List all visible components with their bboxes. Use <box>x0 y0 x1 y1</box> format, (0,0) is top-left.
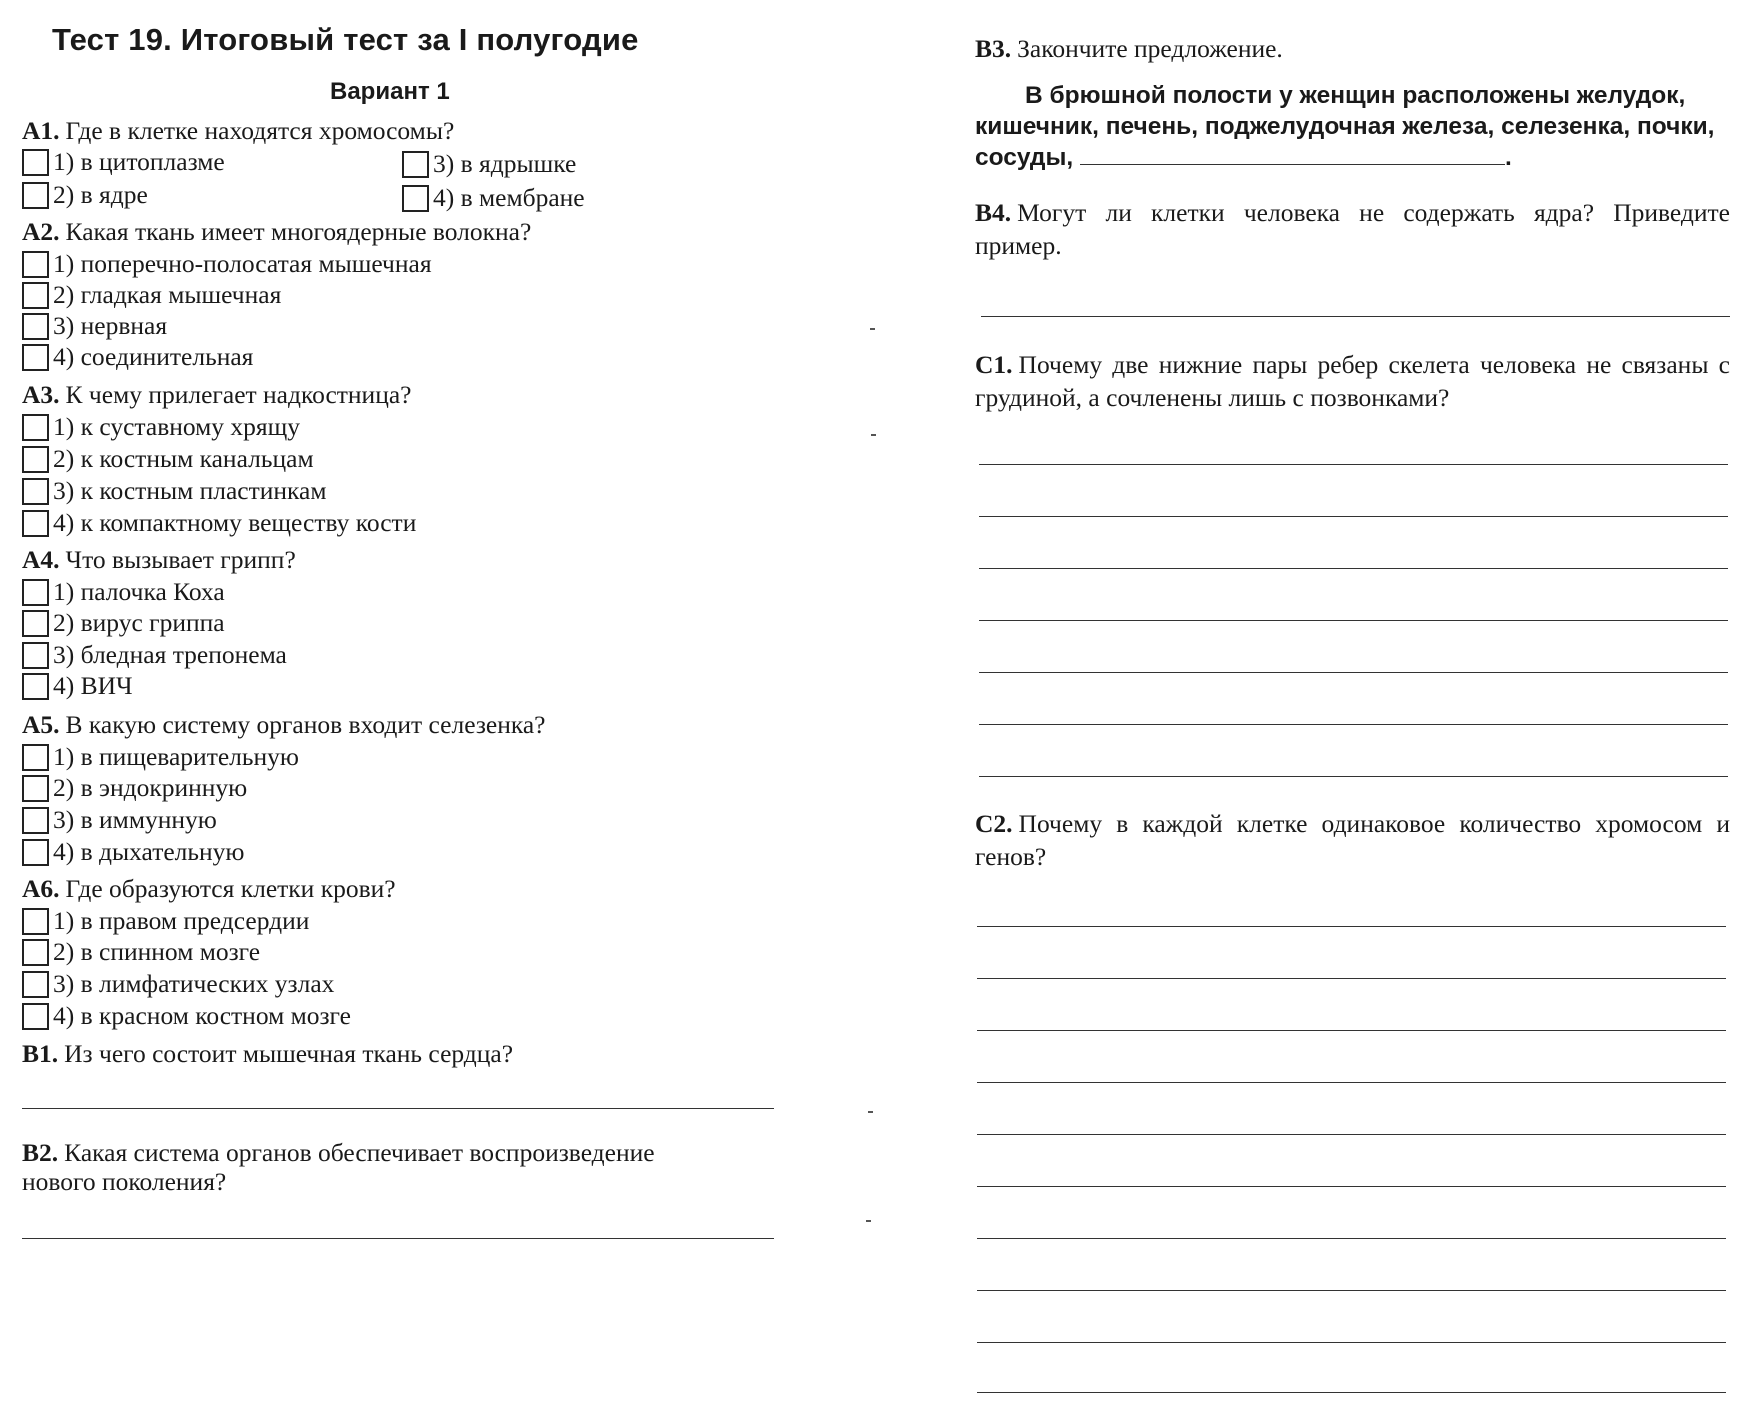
checkbox[interactable] <box>22 971 49 998</box>
answer-option[interactable] <box>22 476 327 506</box>
checkbox[interactable] <box>22 478 49 505</box>
question-text: Закончите предложение. <box>1017 34 1283 63</box>
option-label: 3) бледная трепонема <box>53 640 287 669</box>
variant-label: Вариант 1 <box>330 78 450 105</box>
question-b2-continued: нового поколения? <box>22 1167 227 1196</box>
answer-option[interactable] <box>22 937 260 967</box>
option-label: 1) в цитоплазме <box>53 147 225 176</box>
option-label: 1) поперечно-полосатая мышечная <box>53 249 432 278</box>
question-a3 <box>22 380 412 410</box>
answer-line[interactable] <box>981 316 1730 317</box>
question-b2 <box>22 1138 655 1168</box>
question-a2 <box>22 217 531 247</box>
answer-option[interactable] <box>22 147 225 177</box>
question-c1 <box>975 348 1730 414</box>
checkbox[interactable] <box>402 151 429 178</box>
answer-option[interactable] <box>22 969 334 999</box>
answer-line[interactable] <box>977 1392 1726 1393</box>
option-label: 4) соединительная <box>53 342 254 371</box>
checkbox[interactable] <box>22 642 49 669</box>
answer-line[interactable] <box>979 620 1728 621</box>
option-label: 1) в правом предсердии <box>53 906 310 935</box>
answer-option[interactable] <box>22 837 244 867</box>
question-number: А4. <box>22 545 60 574</box>
question-number: С2. <box>975 809 1013 838</box>
checkbox[interactable] <box>22 775 49 802</box>
option-label: 2) гладкая мышечная <box>53 280 282 309</box>
option-label: 2) к костным канальцам <box>53 444 314 473</box>
sentence-blank[interactable] <box>1080 143 1505 165</box>
page-title: Тест 19. Итоговый тест за I полугодие <box>52 22 639 57</box>
option-label: 3) к костным пластинкам <box>53 476 327 505</box>
answer-line[interactable] <box>979 568 1728 569</box>
answer-line[interactable] <box>977 1290 1726 1291</box>
option-label: 4) ВИЧ <box>53 671 133 700</box>
answer-option[interactable] <box>22 906 309 936</box>
answer-option[interactable] <box>22 608 225 638</box>
answer-option[interactable] <box>22 444 314 474</box>
answer-option[interactable] <box>22 311 167 341</box>
sentence-end: . <box>1505 144 1512 171</box>
question-number: А3. <box>22 380 60 409</box>
question-b1 <box>22 1039 513 1069</box>
option-label: 3) нервная <box>53 311 168 340</box>
checkbox[interactable] <box>22 282 49 309</box>
answer-option[interactable] <box>22 412 300 442</box>
answer-option[interactable] <box>22 577 225 607</box>
checkbox[interactable] <box>22 807 49 834</box>
question-c2 <box>975 807 1730 873</box>
option-label: 4) к компактному веществу кости <box>53 508 417 537</box>
scan-speck <box>866 1220 871 1222</box>
option-label: 2) вирус гриппа <box>53 608 225 637</box>
question-text: Почему две нижние пары ребер скелета человека не связаны с грудиной, а сочленены лишь с позвонками? <box>975 350 1730 412</box>
question-a4 <box>22 545 296 575</box>
checkbox[interactable] <box>22 610 49 637</box>
answer-option[interactable] <box>402 149 576 179</box>
answer-line[interactable] <box>22 1238 774 1239</box>
answer-line[interactable] <box>977 1082 1726 1083</box>
answer-line[interactable] <box>977 1030 1726 1031</box>
answer-line[interactable] <box>979 776 1728 777</box>
checkbox[interactable] <box>22 313 49 340</box>
question-number: В2. <box>22 1138 59 1167</box>
answer-option[interactable] <box>22 1001 351 1031</box>
question-a1 <box>22 116 454 146</box>
option-label: 4) в дыхательную <box>53 837 245 866</box>
question-text: Какая система органов обеспечивает воспроизведение <box>64 1138 655 1167</box>
checkbox[interactable] <box>22 182 49 209</box>
question-number: В1. <box>22 1039 59 1068</box>
answer-line[interactable] <box>977 978 1726 979</box>
question-text: В какую систему органов входит селезенка? <box>65 710 546 739</box>
question-number: В3. <box>975 34 1012 63</box>
checkbox[interactable] <box>402 185 429 212</box>
question-text: К чему прилегает надкостница? <box>65 380 412 409</box>
option-label: 2) в спинном мозге <box>53 937 261 966</box>
scan-speck <box>871 434 876 436</box>
option-label: 4) в красном костном мозге <box>53 1001 351 1030</box>
question-number: С1. <box>975 350 1013 379</box>
checkbox[interactable] <box>22 251 49 278</box>
answer-line[interactable] <box>977 1238 1726 1239</box>
sentence-to-complete <box>975 80 1730 173</box>
answer-option[interactable] <box>22 508 416 538</box>
checkbox[interactable] <box>22 446 49 473</box>
checkbox[interactable] <box>22 344 49 371</box>
checkbox[interactable] <box>22 1003 49 1030</box>
option-label: 2) в ядре <box>53 180 148 209</box>
answer-option[interactable] <box>22 742 299 772</box>
option-label: 4) в мембране <box>433 183 585 212</box>
option-label: 2) в эндокринную <box>53 773 248 802</box>
answer-option[interactable] <box>402 183 585 213</box>
option-label: 1) к суставному хрящу <box>53 412 301 441</box>
question-number: А6. <box>22 874 60 903</box>
answer-line[interactable] <box>977 926 1726 927</box>
answer-line[interactable] <box>977 1186 1726 1187</box>
answer-option[interactable] <box>22 280 281 310</box>
checkbox[interactable] <box>22 744 49 771</box>
answer-line[interactable] <box>977 1342 1726 1343</box>
question-text: Могут ли клетки человека не содержать ядра? Приведите пример. <box>975 198 1730 260</box>
answer-line[interactable] <box>22 1108 774 1109</box>
question-number: А5. <box>22 710 60 739</box>
answer-line[interactable] <box>979 672 1728 673</box>
answer-option[interactable] <box>22 773 247 803</box>
answer-line[interactable] <box>979 516 1728 517</box>
checkbox[interactable] <box>22 579 49 606</box>
question-a6 <box>22 874 396 904</box>
question-text: Какая ткань имеет многоядерные волокна? <box>65 217 532 246</box>
question-text: Почему в каждой клетке одинаковое количество хромосом и генов? <box>975 809 1730 871</box>
answer-line[interactable] <box>979 464 1728 465</box>
answer-option[interactable] <box>22 249 432 279</box>
option-label: 3) в ядрышке <box>433 149 577 178</box>
question-text: Что вызывает грипп? <box>65 545 296 574</box>
answer-line[interactable] <box>979 724 1728 725</box>
checkbox[interactable] <box>22 939 49 966</box>
question-text: Из чего состоит мышечная ткань сердца? <box>64 1039 514 1068</box>
checkbox[interactable] <box>22 414 49 441</box>
option-label: 1) палочка Коха <box>53 577 225 606</box>
checkbox[interactable] <box>22 149 49 176</box>
question-text: Где образуются клетки крови? <box>65 874 396 903</box>
option-label: 3) в иммунную <box>53 805 217 834</box>
question-number: А2. <box>22 217 60 246</box>
question-a5 <box>22 710 546 740</box>
scan-speck <box>870 328 875 330</box>
question-number: А1. <box>22 116 60 145</box>
question-text: Где в клетке находятся хромосомы? <box>65 116 455 145</box>
answer-option[interactable] <box>22 805 217 835</box>
answer-line[interactable] <box>977 1134 1726 1135</box>
sentence-text: В брюшной полости у женщин расположены желудок, кишечник, печень, поджелудочная железа, селезенка, почки, сосуды, <box>975 82 1715 171</box>
checkbox[interactable] <box>22 839 49 866</box>
scan-speck <box>868 1111 873 1113</box>
question-number: В4. <box>975 198 1012 227</box>
option-label: 1) в пищеварительную <box>53 742 299 771</box>
checkbox[interactable] <box>22 510 49 537</box>
answer-option[interactable] <box>22 640 287 670</box>
answer-option[interactable] <box>22 671 133 701</box>
checkbox[interactable] <box>22 908 49 935</box>
checkbox[interactable] <box>22 673 49 700</box>
answer-option[interactable] <box>22 342 253 372</box>
answer-option[interactable] <box>22 180 148 210</box>
question-b4 <box>975 196 1730 262</box>
question-b3 <box>975 32 1730 65</box>
option-label: 3) в лимфатических узлах <box>53 969 335 998</box>
